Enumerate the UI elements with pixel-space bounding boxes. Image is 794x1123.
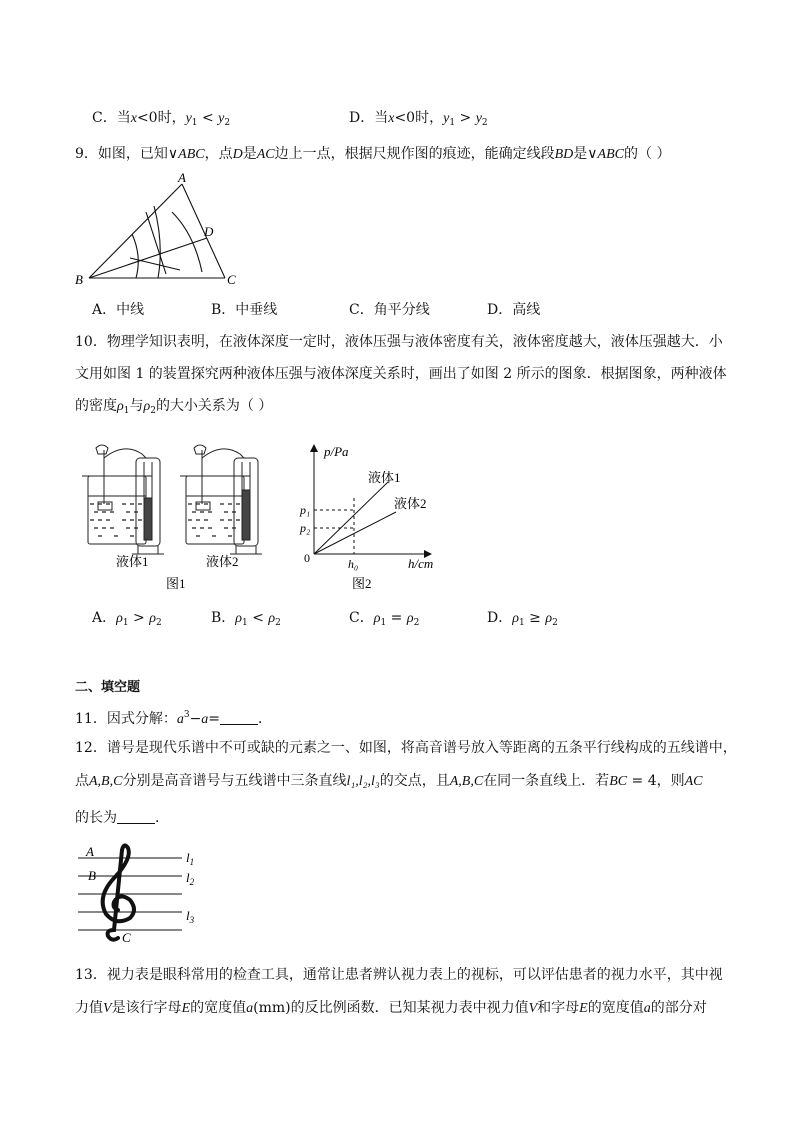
line-2-label: 液体2 [394,496,427,511]
q9-triangle-figure [70,172,250,292]
label-c: C [227,272,236,287]
liquid-2-line [314,512,396,554]
label-l2: $l_2$ [186,870,195,887]
q9-option-b: B．中垂线 [211,302,278,318]
y-axis-label: p/Pa [324,444,349,459]
q10-option-c: C．$\rho_1 = \rho_2$ [349,610,420,628]
q10-figure-2 [294,438,444,594]
p1-label: p₁ [300,503,311,517]
figure-1-caption: 图1 [166,576,186,591]
q11: 11．因式分解：$a^3-a=$ ． [75,710,273,727]
q10-option-b: B．$\rho_1 < \rho_2$ [211,610,281,628]
answer-blank[interactable] [220,710,258,725]
section-title-fill-in: 二、填空题 [75,680,141,695]
line-1-label: 液体1 [368,470,401,485]
q9-option-d: D．高线 [487,302,541,318]
q10-option-d: D．$\rho_1 \ge \rho_2$ [487,610,558,628]
q10-option-a: A．$\rho_1 > \rho_2$ [92,610,162,628]
label-a: A [178,172,186,185]
q9-stem: 9．如图，已知∨ABC，点D是AC边上一点，根据尺规作图的痕迹，能确定线段BD是∨ABC的（ ） [75,146,671,162]
label-a: A [86,844,94,859]
label-d: D [204,224,214,239]
q13-line-2: 力值V是该行字母E的宽度值a(mm)的反比例函数．已知某视力表中视力值V和字母E的宽度值a的部分对 [75,1000,707,1016]
label-l1: $l_1$ [186,850,195,867]
segment-bd [89,238,207,278]
h0-label: h₀ [348,557,359,571]
q8-option-d: D．当x<0时，$y_1 > y_2$ [349,110,488,128]
q9-option-a: A．中线 [92,302,145,318]
q10-figure-1 [76,440,276,592]
figure-2-caption: 图2 [352,576,372,591]
label-l3: $l_3$ [186,908,195,925]
q10-line-3: 的密度$\rho_1$与$\rho_2$的大小关系为（ ） [75,398,273,416]
apparatus-2 [180,445,262,554]
liquid-2-label: 液体2 [206,554,239,569]
q12-staff-figure [72,842,212,946]
q12-line-3: 的长为 ． [75,810,169,826]
q13-line-1: 13．视力表是眼科常用的检查工具，通常让患者辨认视力表上的视标，可以评估患者的视力水平，其中视 [75,967,723,983]
label-b: B [88,868,96,883]
liquid-1-label: 液体1 [116,554,149,569]
side-ab [89,184,182,278]
q12-line-2: 点A,B,C分别是高音谱号与五线谱中三条直线l₁,l₂,l₃的交点，且A,B,C在同一条直线上．若BC = 4，则AC [75,773,703,789]
treble-clef-icon [103,845,134,939]
label-b: B [75,272,83,287]
answer-blank[interactable] [117,809,155,824]
q10-line-1: 10．物理学知识表明，在液体深度一定时，液体压强与液体密度有关，液体密度越大，液体压强越大．小 [75,334,723,350]
p2-label: p₂ [300,521,311,535]
liquid-1-line [314,482,388,554]
q10-line-2: 文用如图 1 的装置探究两种液体压强与液体深度关系时，画出了如图 2 所示的图象．根据图象，两种液体 [75,366,727,382]
q8-option-c: C．当x<0时，$y_1 < y_2$ [92,110,231,128]
origin-label: 0 [304,551,310,565]
compass-arc-1 [132,234,138,278]
compass-arc-3 [172,212,202,272]
x-axis-label: h/cm [408,556,434,571]
compass-arc-2 [154,206,160,278]
q12-line-1: 12．谱号是现代乐谱中不可或缺的元素之一、如图，将高音谱号放入等距离的五条平行线构成的五线谱中， [75,740,737,756]
label-c: C [122,930,131,945]
q9-option-c: C．角平分线 [349,302,430,318]
apparatus-1 [82,445,164,554]
